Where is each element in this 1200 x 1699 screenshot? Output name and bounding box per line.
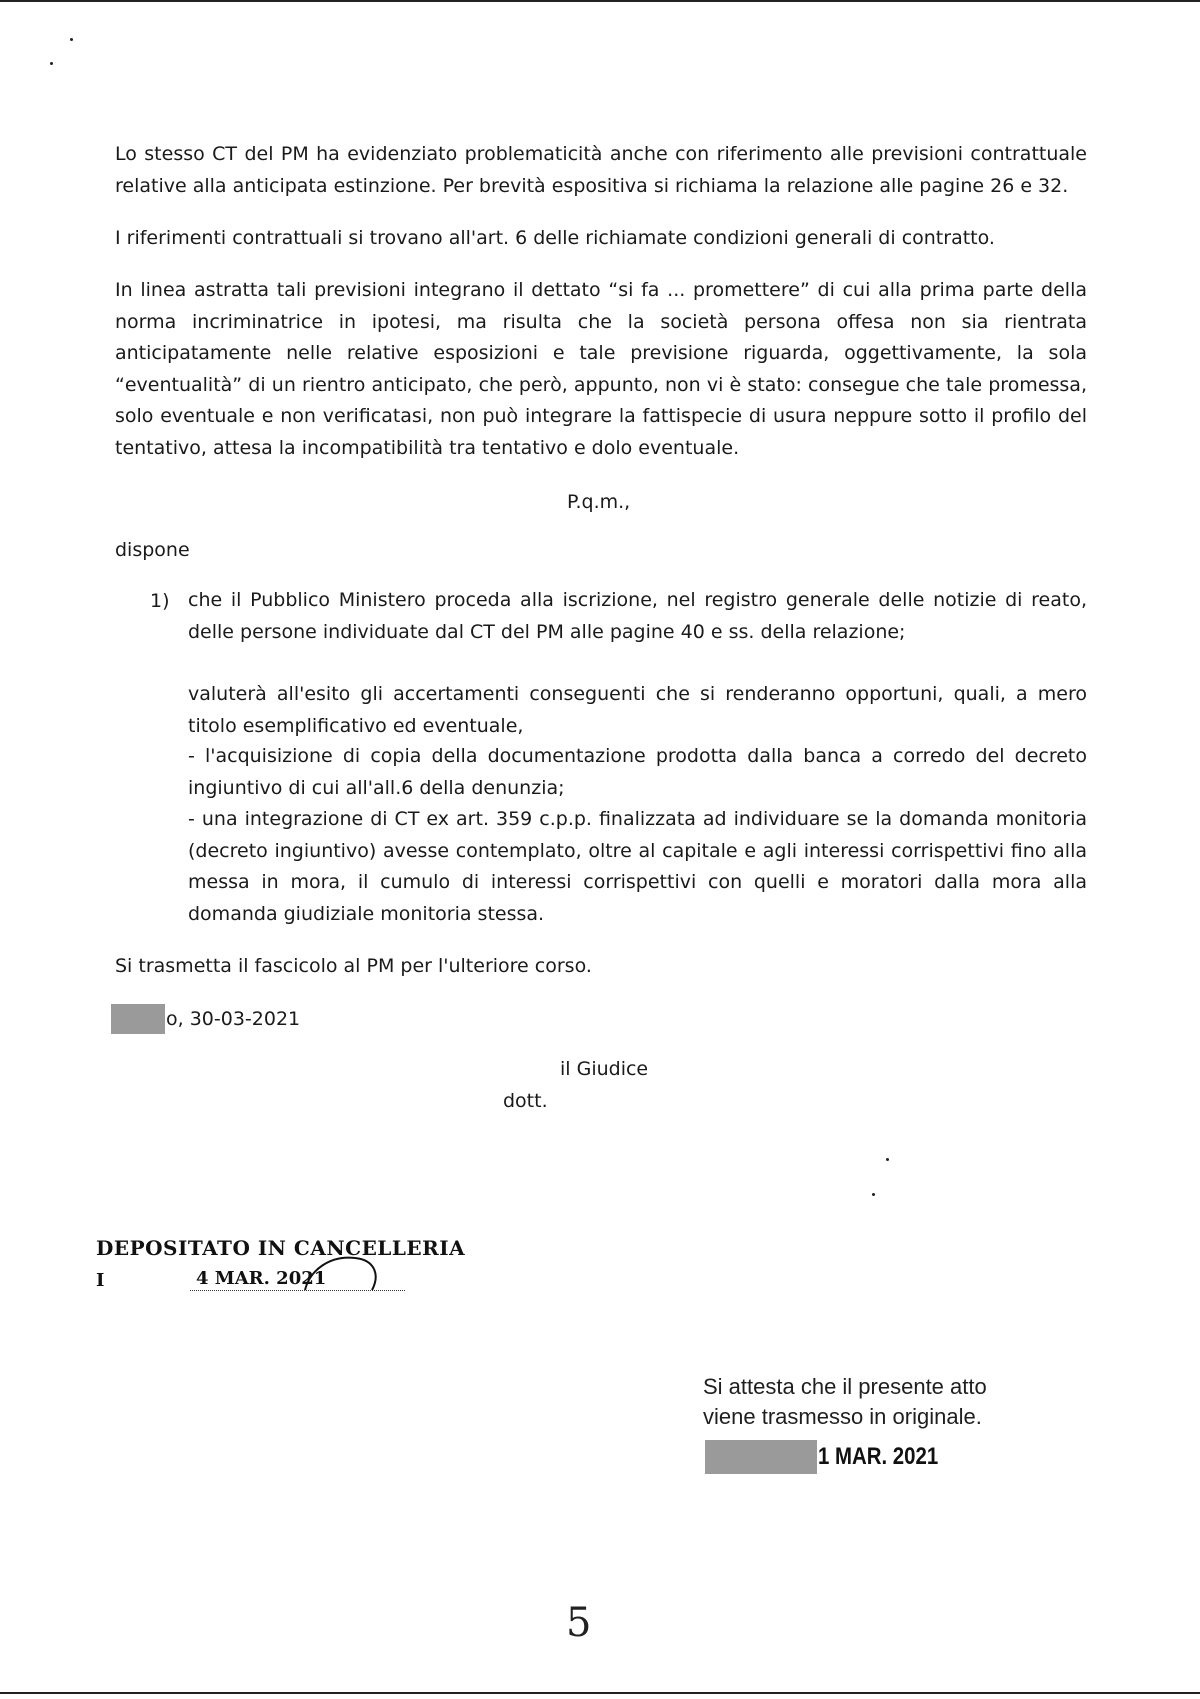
handwritten-signature-mark — [300, 1250, 390, 1295]
scan-speck — [872, 1193, 875, 1196]
scan-top-border — [0, 0, 1200, 2]
attestation-line1: Si attesta che il presente atto — [703, 1374, 987, 1399]
pqm-heading: P.q.m., — [567, 491, 631, 513]
scan-speck — [70, 38, 73, 41]
page-number: 5 — [566, 1600, 592, 1646]
list-item-iscrizione: che il Pubblico Ministero proceda alla iscrizione, nel registro generale delle notizie di reato, delle persone individuate dal CT del PM alle pagine 40 e ss. della relazione; — [188, 589, 1087, 643]
paragraph-riferimenti-contrattuali: I riferimenti contrattuali si trovano all'art. 6 delle richiamate condizioni generali di contratto. — [115, 227, 995, 249]
deposit-stamp-title: DEPOSITATO IN CANCELLERIA — [96, 1236, 466, 1260]
paragraph-valutera: valuterà all'esito gli accertamenti conseguenti che si renderanno opportuni, quali, a mero titolo esemplificativo ed eventuale, — [188, 683, 1087, 737]
deposit-stamp-prefix: I — [96, 1270, 105, 1291]
deposit-stamp-date: 4 MAR. 2021 — [196, 1268, 327, 1289]
attestation-line2: viene trasmesso in originale. — [703, 1404, 982, 1429]
bullet-integrazione-ct: - una integrazione di CT ex art. 359 c.p.p. finalizzata ad individuare se la domanda monitoria (decreto ingiuntivo) avesse contemplato, oltre al capitale e agli interessi corrispettivi fino alla messa in mora, il cumulo di interessi corrispettivi con quelli e moratori dalla mora alla domanda giudiziale monitoria stessa. — [188, 808, 1087, 925]
redacted-place — [111, 1004, 165, 1034]
judge-title: dott. — [503, 1090, 548, 1112]
bullet-acquisizione: - l'acquisizione di copia della documentazione prodotta dalla banca a corredo del decreto ingiuntivo di cui all'all.6 della denunzia; — [188, 745, 1087, 799]
place-date: o, 30-03-2021 — [166, 1008, 301, 1030]
judge-role: il Giudice — [560, 1058, 649, 1080]
list-number: 1) — [150, 590, 170, 612]
paragraph-previsioni-astratte: In linea astratta tali previsioni integrano il dettato “si fa ... promettere” di cui alla prima parte della norma incriminatrice in ipotesi, ma risulta che la società persona offesa non sia rientrata anticipatamente nelle relative esposizioni e tale previsione riguarda, oggettivamente, la sola “eventualità” di un rientro anticipato, che però, appunto, non vi è stato: consegue che tale promessa, solo eventuale e non verificatasi, non può integrare la fattispecie di usura neppure sotto il profilo del tentativo, attesa la incompatibilità tra tentativo e dolo eventuale. — [115, 279, 1087, 459]
scan-speck — [886, 1158, 889, 1161]
redacted-attestation-place — [705, 1440, 817, 1474]
attestation-date: 1 MAR. 2021 — [818, 1443, 939, 1470]
trasmetta-line: Si trasmetta il fascicolo al PM per l'ulteriore corso. — [115, 955, 592, 977]
dispone-label: dispone — [115, 539, 190, 561]
scan-speck — [50, 62, 53, 65]
scan-bottom-border — [0, 1692, 1200, 1694]
paragraph-anticipata-estinzione: Lo stesso CT del PM ha evidenziato problematicità anche con riferimento alle previsioni contrattuale relative alla anticipata estinzione. Per brevità espositiva si richiama la relazione alle pagine 26 e 32. — [115, 143, 1087, 197]
